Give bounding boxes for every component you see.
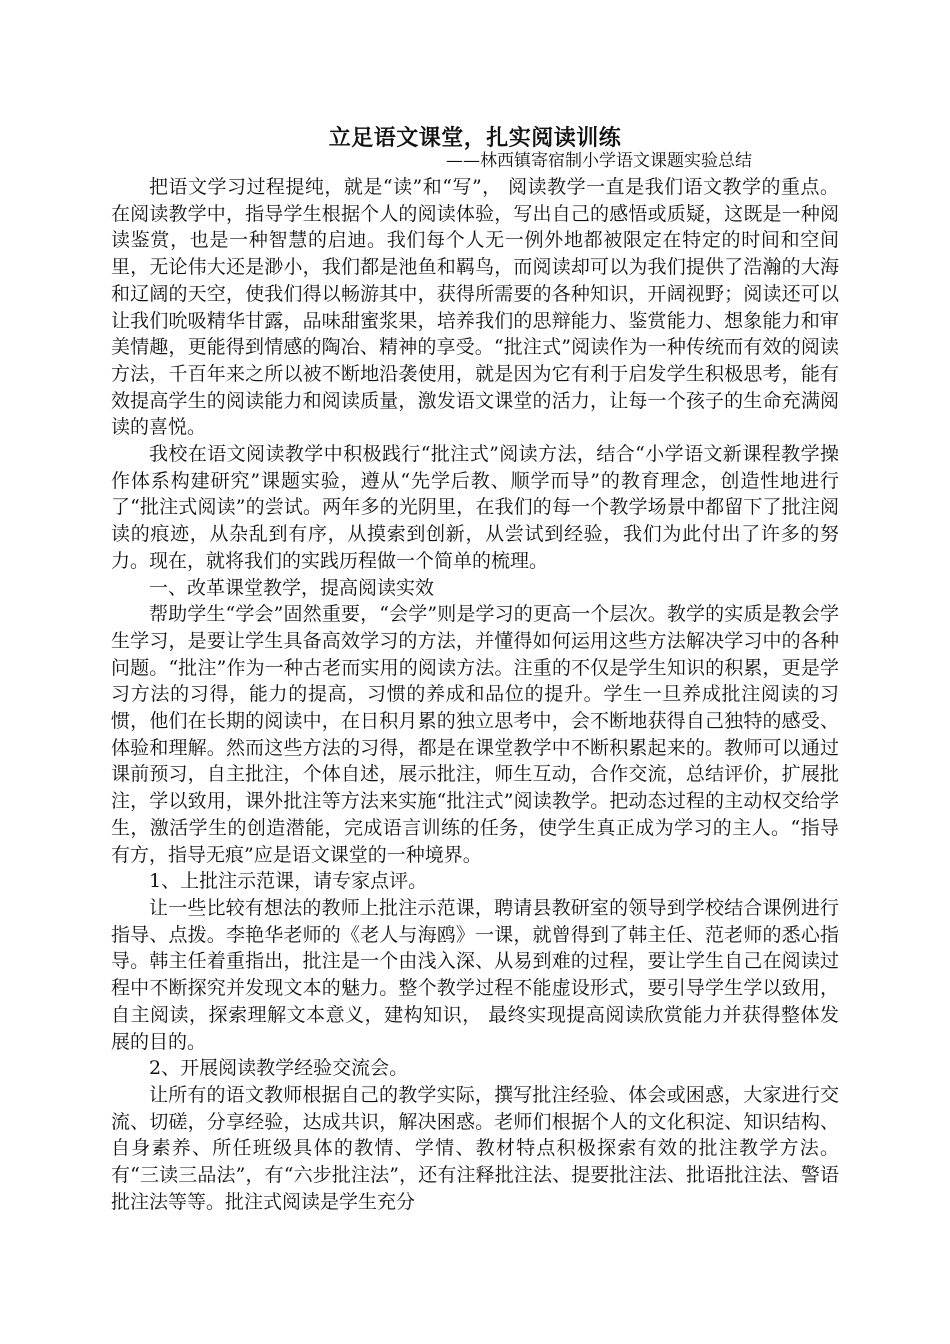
paragraph-intro: 把语文学习过程提纯，就是“读”和“写”， 阅读教学一直是我们语文教学的重点。在阅读教学中，指导学生根据个人的阅读体验，写出自己的感悟或质疑，这既是一种阅读鉴赏，也是一种智慧的启迪。我们每个人无一例外地都被限定在特定的时间和空间里，无论伟大还是渺小，我们都是池鱼和羁鸟，而阅读却可以为我们提供了浩瀚的大海和辽阔的天空，使我们得以畅游其中，获得所需要的各种知识，开阔视野；阅读还可以让我们吮吸精华甘露，品味甜蜜浆果，培养我们的思辩能力、鉴赏能力、想象能力和审美情趣，更能得到情感的陶冶、精神的享受。“批注式”阅读作为一种传统而有效的阅读方法，千百年来之所以被不断地沿袭使用，就是因为它有利于启发学生积极思考，能有效提高学生的阅读能力和阅读质量，激发语文课堂的活力，让每一个孩子的生命充满阅读的喜悦。 — [111, 176, 839, 439]
paragraph-demo-lessons: 让一些比较有想法的教师上批注示范课，聘请县教研室的领导到学校结合课例进行指导、点拨。李艳华老师的《老人与海鸥》一课，就曾得到了韩主任、范老师的悉心指导。韩主任着重指出，批注是一个由浅入深、从易到难的过程，要让学生自己在阅读过程中不断探究并发现文本的魅力。整个教学过程不能虚设形式，要引导学生学以致用，自主阅读，探索理解文本意义，建构知识， 最终实现提高阅读欣赏能力并获得整体发展的目的。 — [111, 896, 839, 1053]
paragraph-learning-methods: 帮助学生“学会”固然重要，“会学”则是学习的更高一个层次。教学的实质是教会学生学习，是要让学生具备高效学习的方法，并懂得如何运用这些方法解决学习中的各种问题。“批注”作为一种古老而实用的阅读方法。注重的不仅是学生知识的积累，更是学习方法的习得，能力的提高，习惯的养成和品位的提升。学生一旦养成批注阅读的习惯，他们在长期的阅读中，在日积月累的独立思考中，会不断地获得自己独特的感受、体验和理解。然而这些方法的习得，都是在课堂教学中不断积累起来的。教师可以通过课前预习，自主批注，个体自述，展示批注，师生互动，合作交流，总结评价，扩展批注，学以致用，课外批注等方法来实施“批注式”阅读教学。把动态过程的主动权交给学生，激活学生的创造潜能，完成语言训练的任务，使学生真正成为学习的主人。“指导有方，指导无痕”应是语文课堂的一种境界。 — [111, 603, 839, 866]
document-body — [111, 174, 839, 1215]
paragraph-school-practice: 我校在语文阅读教学中积极践行“批注式”阅读方法，结合“小学语文新课程教学操作体系构建研究”课题实验，遵从“先学后教、顺学而导”的教育理念，创造性地进行了“批注式阅读”的尝试。两年多的光阴里，在我们的每一个教学场景中都留下了批注阅读的痕迹，从杂乱到有序，从摸索到创新，从尝试到经验，我们为此付出了许多的努力。现在，就将我们的实践历程做一个简单的梳理。 — [111, 443, 839, 572]
document-subtitle: ——林西镇寄宿制小学语文课题实验总结 — [446, 151, 752, 171]
section-heading-1: 一、改革课堂教学，提高阅读实效 — [149, 576, 435, 599]
paragraph-experience-exchange: 让所有的语文教师根据自己的教学实际，撰写批注经验、体会或困惑，大家进行交流、切磋，分享经验，达成共识，解决困惑。老师们根据个人的文化积淀、知识结构、自身素养、所任班级具体的教情、学情、教材特点积极探索有效的批注教学方法。有“三读三品法”，有“六步批注法”，还有注释批注法、提要批注法、批语批注法、警语批注法等等。批注式阅读是学生充分 — [111, 1083, 839, 1213]
subheading-1: 1、上批注示范课，请专家点评。 — [149, 870, 428, 893]
subheading-2: 2、开展阅读教学经验交流会。 — [149, 1057, 409, 1080]
document-title: 立足语文课堂，扎实阅读训练 — [328, 125, 622, 151]
